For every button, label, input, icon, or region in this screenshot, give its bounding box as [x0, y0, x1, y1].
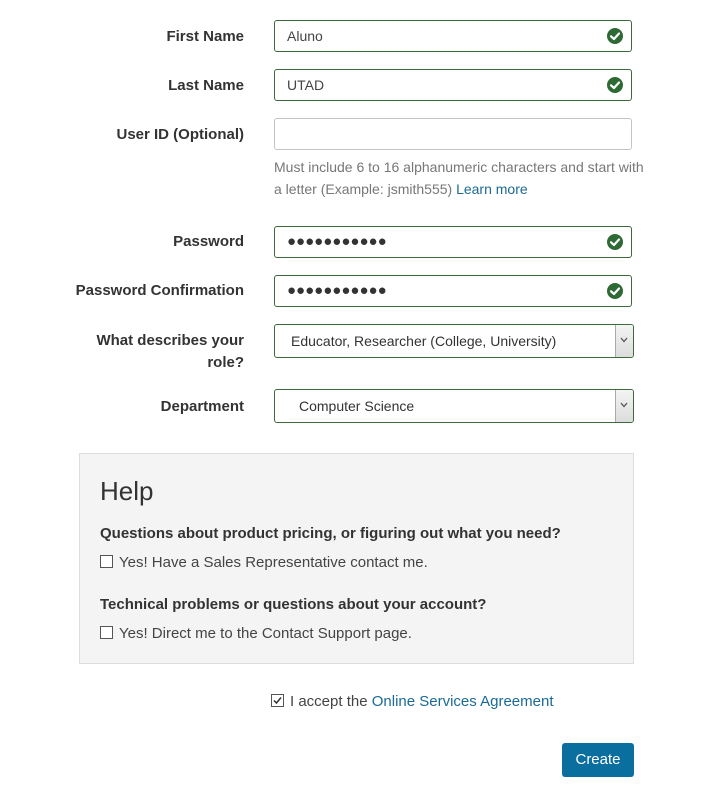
user-id-hint: [274, 156, 644, 200]
role-select-value: Educator, Researcher (College, University): [291, 333, 557, 349]
help-title: Help: [100, 476, 154, 506]
password-confirmation-input[interactable]: [274, 275, 632, 307]
password-input[interactable]: [274, 226, 632, 258]
sales-contact-option: [100, 554, 428, 571]
first-name-label: First Name: [166, 28, 244, 45]
agreement-checkbox[interactable]: [271, 694, 284, 707]
checkmark-icon: [272, 695, 283, 706]
check-circle-icon: [607, 283, 623, 299]
department-select-value: Computer Science: [299, 398, 415, 414]
support-option: [100, 625, 412, 642]
help-panel: [79, 453, 634, 664]
password-confirmation-value: ●●●●●●●●●●●: [287, 282, 387, 299]
user-id-label: User ID (Optional): [116, 126, 244, 143]
support-label: Yes! Direct me to the Contact Support page.: [119, 625, 412, 642]
online-services-agreement-link[interactable]: Online Services Agreement: [371, 693, 554, 710]
help-question-pricing: Questions about product pricing, or figuring out what you need?: [100, 525, 561, 542]
department-label: Department: [160, 398, 244, 415]
support-checkbox[interactable]: [100, 626, 113, 639]
role-label: [44, 330, 244, 374]
first-name-input[interactable]: [274, 20, 632, 52]
chevron-down-icon: [620, 402, 628, 408]
password-label: Password: [173, 233, 244, 250]
last-name-label: Last Name: [168, 77, 244, 94]
role-label-line2: role?: [207, 354, 244, 371]
sales-contact-label: Yes! Have a Sales Representative contact me.: [119, 554, 428, 571]
last-name-input[interactable]: [274, 69, 632, 101]
user-id-hint-text: Must include 6 to 16 alphanumeric characters and start with a letter (Example: jsmith555): [274, 159, 644, 197]
chevron-down-icon: [620, 337, 628, 343]
learn-more-link[interactable]: Learn more: [456, 181, 528, 197]
role-label-line1: What describes your: [96, 332, 244, 349]
department-select[interactable]: [274, 389, 634, 423]
password-value: ●●●●●●●●●●●: [287, 233, 387, 250]
create-button[interactable]: Create: [562, 743, 634, 777]
help-question-technical: Technical problems or questions about your account?: [100, 596, 487, 613]
agreement-row: [271, 693, 554, 710]
user-id-input[interactable]: [274, 118, 632, 150]
role-dropdown-arrow[interactable]: [615, 325, 633, 357]
last-name-value: UTAD: [287, 77, 325, 93]
first-name-value: Aluno: [287, 28, 323, 44]
check-circle-icon: [607, 77, 623, 93]
sales-contact-checkbox[interactable]: [100, 555, 113, 568]
agreement-prefix: I accept the: [290, 693, 368, 710]
check-circle-icon: [607, 234, 623, 250]
department-dropdown-arrow[interactable]: [615, 390, 633, 422]
check-circle-icon: [607, 28, 623, 44]
password-confirmation-label: Password Confirmation: [75, 282, 244, 299]
role-select[interactable]: [274, 324, 634, 358]
